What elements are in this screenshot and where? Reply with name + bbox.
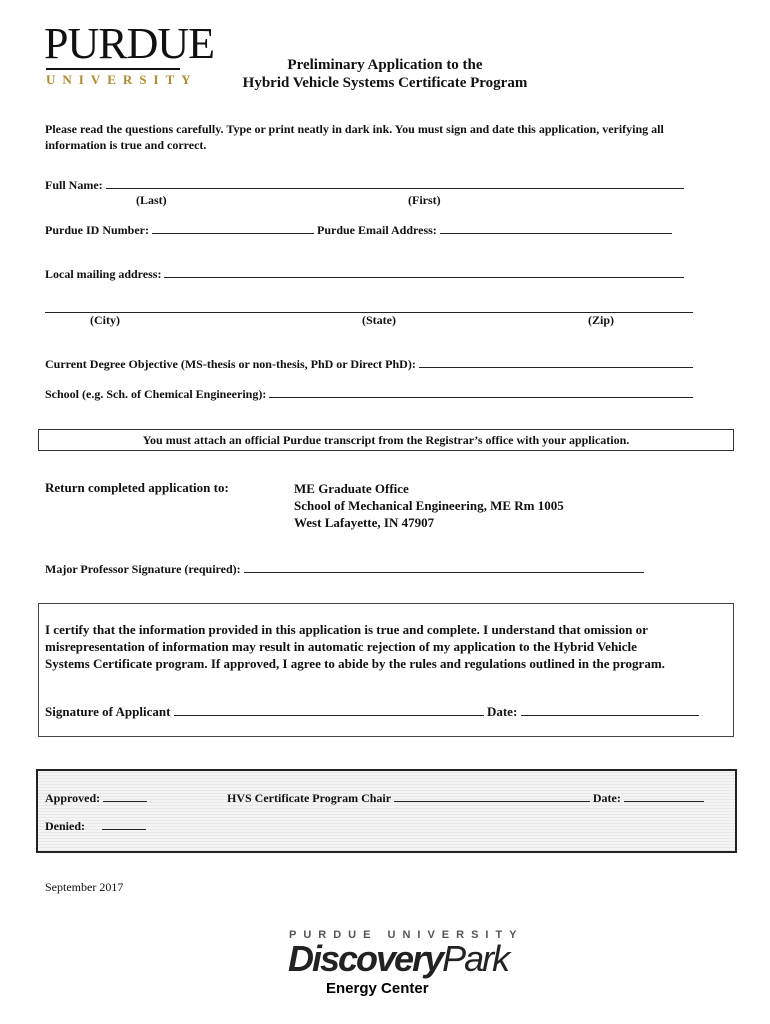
- return-address-line-3: West Lafayette, IN 47907: [294, 515, 435, 530]
- discovery-text: Discovery: [288, 938, 443, 979]
- approval-box: [36, 769, 737, 853]
- title-line-2: Hybrid Vehicle Systems Certificate Program: [242, 75, 528, 91]
- title-line-1: Preliminary Application to the: [287, 57, 483, 73]
- major-professor-row: [45, 562, 644, 577]
- mailing-label: Local mailing address:: [45, 267, 162, 281]
- instructions-line-2: information is true and correct.: [45, 138, 207, 152]
- email-field[interactable]: [440, 223, 672, 234]
- energy-center-text: Energy Center: [326, 980, 429, 997]
- city-label: (City): [90, 313, 120, 327]
- id-email-row: [45, 223, 672, 238]
- state-label: (State): [362, 313, 396, 327]
- denied-row: [45, 819, 146, 834]
- applicant-date-label: Date:: [486, 704, 518, 719]
- instructions-line-1: Please read the questions carefully. Type or print neatly in dark ink. You must sign and date this application, verifying all: [45, 122, 664, 136]
- certification-line-3: Systems Certificate program. If approved, I agree to abide by the rules and regulations outlined in the program.: [45, 656, 665, 671]
- chair-signature-field[interactable]: [394, 791, 590, 802]
- first-label: (First): [408, 193, 441, 207]
- major-professor-signature-field[interactable]: [244, 562, 644, 573]
- approved-field[interactable]: [103, 791, 147, 802]
- full-name-field[interactable]: [106, 178, 684, 189]
- full-name-label: Full Name:: [45, 178, 103, 192]
- degree-label: Current Degree Objective (MS-thesis or non-thesis, PhD or Direct PhD):: [45, 357, 416, 371]
- instructions: [45, 121, 664, 153]
- denied-label: Denied:: [45, 819, 85, 833]
- discovery-park-logo: [288, 938, 508, 980]
- return-address: [294, 480, 564, 531]
- approval-date-label: Date:: [592, 791, 621, 805]
- city-state-zip-field[interactable]: [45, 302, 693, 313]
- major-professor-label: Major Professor Signature (required):: [45, 562, 241, 576]
- applicant-signature-field[interactable]: [174, 705, 484, 716]
- email-label: Purdue Email Address:: [317, 223, 437, 237]
- school-label: School (e.g. Sch. of Chemical Engineering):: [45, 387, 267, 401]
- approved-label: Approved:: [45, 791, 101, 805]
- purdue-logo-text: PURDUE: [44, 19, 215, 68]
- purdue-id-label: Purdue ID Number:: [45, 223, 149, 237]
- page-title: [0, 56, 770, 92]
- applicant-signature-row: [45, 704, 699, 720]
- approved-row: [45, 791, 147, 806]
- last-label: (Last): [136, 193, 167, 207]
- return-address-line-2: School of Mechanical Engineering, ME Rm 1005: [294, 498, 564, 513]
- zip-label: (Zip): [588, 313, 615, 327]
- school-row: [45, 387, 693, 402]
- park-text: Park: [442, 938, 509, 979]
- return-address-line-1: ME Graduate Office: [294, 481, 409, 496]
- denied-field[interactable]: [102, 819, 146, 830]
- approval-date-field[interactable]: [624, 791, 704, 802]
- transcript-notice: You must attach an official Purdue transcript from the Registrar’s office with your application.: [142, 433, 630, 447]
- degree-row: [45, 357, 693, 372]
- full-name-row: [45, 178, 684, 193]
- school-field[interactable]: [269, 387, 693, 398]
- discovery-park-university-text: PURDUE UNIVERSITY: [289, 929, 524, 941]
- certification-line-2: misrepresentation of information may result in automatic rejection of my application to the Hybrid Vehicle: [45, 639, 637, 654]
- applicant-date-field[interactable]: [521, 705, 699, 716]
- return-label: Return completed application to:: [45, 480, 229, 495]
- certification-text: [45, 621, 665, 672]
- degree-field[interactable]: [419, 357, 693, 368]
- purdue-id-field[interactable]: [152, 223, 314, 234]
- mailing-field[interactable]: [164, 267, 684, 278]
- mailing-row: [45, 267, 684, 282]
- certification-line-1: I certify that the information provided in this application is true and complete. I understand that omission or: [45, 622, 648, 637]
- applicant-signature-label: Signature of Applicant: [45, 704, 171, 719]
- university-logo-text: UNIVERSITY: [46, 72, 198, 87]
- footer-date: September 2017: [45, 880, 124, 894]
- chair-row: [227, 791, 704, 806]
- chair-label: HVS Certificate Program Chair: [227, 791, 391, 805]
